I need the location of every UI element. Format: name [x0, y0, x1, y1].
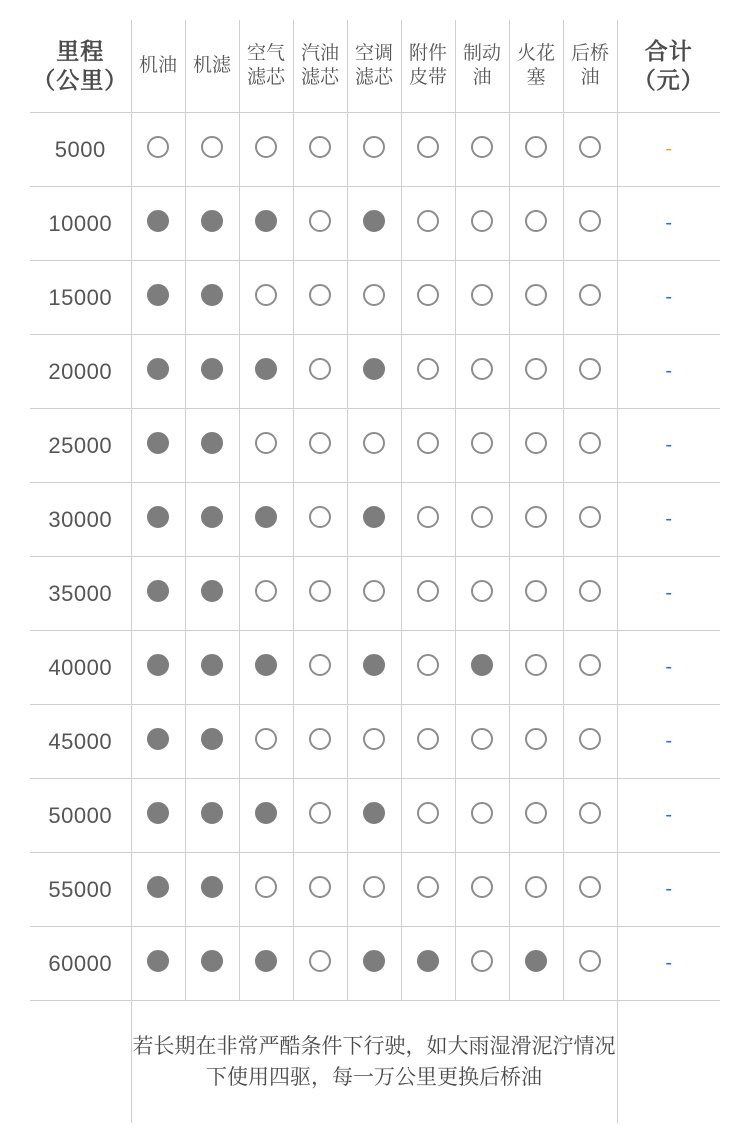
cell-ac_filter: [347, 557, 401, 631]
cell-engine_oil: [131, 927, 185, 1001]
open-circle-icon: [363, 432, 385, 454]
column-header-total: [617, 19, 721, 113]
cell-total: -: [617, 261, 721, 335]
cell-accessory_belt: [401, 853, 455, 927]
cell-fuel_filter: [293, 335, 347, 409]
open-circle-icon: [309, 432, 331, 454]
cell-ac_filter: [347, 409, 401, 483]
filled-circle-icon: [417, 950, 439, 972]
open-circle-icon: [471, 506, 493, 528]
cell-brake_fluid: [455, 927, 509, 1001]
cell-fuel_filter: [293, 187, 347, 261]
table-row: [29, 927, 721, 1001]
cell-brake_fluid: [455, 335, 509, 409]
cell-km: 15000: [29, 261, 131, 335]
open-circle-icon: [309, 506, 331, 528]
cell-oil_filter: [185, 335, 239, 409]
note-text: 若长期在非常严酷条件下行驶，如大雨湿滑泥泞情况下使用四驱，每一万公里更换后桥油: [131, 1001, 617, 1125]
table-row: [29, 705, 721, 779]
column-header-rear-axle-oil-line2: 油: [580, 67, 600, 88]
open-circle-icon: [309, 580, 331, 602]
open-circle-icon: [309, 728, 331, 750]
cell-ac_filter: [347, 261, 401, 335]
note-row-km-cell: [29, 1001, 131, 1125]
table-row: [29, 631, 721, 705]
cell-engine_oil: [131, 261, 185, 335]
filled-circle-icon: [255, 210, 277, 232]
open-circle-icon: [579, 358, 601, 380]
column-header-accessory-belt-line1: 附件: [408, 43, 447, 65]
open-circle-icon: [579, 654, 601, 676]
cell-rear_axle_oil: [563, 335, 617, 409]
cell-air_filter: [239, 261, 293, 335]
cell-air_filter: [239, 705, 293, 779]
open-circle-icon: [309, 876, 331, 898]
open-circle-icon: [417, 728, 439, 750]
cell-spark_plug: [509, 187, 563, 261]
cell-brake_fluid: [455, 409, 509, 483]
filled-circle-icon: [363, 358, 385, 380]
filled-circle-icon: [363, 654, 385, 676]
cell-engine_oil: [131, 335, 185, 409]
cell-spark_plug: [509, 557, 563, 631]
open-circle-icon: [309, 654, 331, 676]
cell-ac_filter: [347, 779, 401, 853]
column-header-km: [29, 19, 131, 113]
cell-fuel_filter: [293, 409, 347, 483]
cell-oil_filter: [185, 409, 239, 483]
table-row: [29, 557, 721, 631]
cell-total: -: [617, 779, 721, 853]
cell-ac_filter: [347, 483, 401, 557]
cell-rear_axle_oil: [563, 483, 617, 557]
open-circle-icon: [255, 876, 277, 898]
cell-accessory_belt: [401, 779, 455, 853]
filled-circle-icon: [147, 876, 169, 898]
cell-spark_plug: [509, 483, 563, 557]
filled-circle-icon: [147, 950, 169, 972]
open-circle-icon: [471, 432, 493, 454]
cell-spark_plug: [509, 261, 563, 335]
cell-km: 55000: [29, 853, 131, 927]
filled-circle-icon: [147, 432, 169, 454]
cell-air_filter: [239, 779, 293, 853]
column-header-engine-oil-line1: 机油: [138, 55, 177, 77]
column-header-total-line1: 合计: [644, 38, 693, 65]
cell-spark_plug: [509, 631, 563, 705]
open-circle-icon: [255, 580, 277, 602]
cell-brake_fluid: [455, 779, 509, 853]
cell-fuel_filter: [293, 113, 347, 187]
filled-circle-icon: [201, 950, 223, 972]
column-header-brake-fluid-line2: 油: [472, 67, 492, 88]
column-header-spark-plug-line1: 火花: [516, 43, 555, 65]
cell-brake_fluid: [455, 483, 509, 557]
open-circle-icon: [471, 950, 493, 972]
column-header-air-filter: [239, 19, 293, 113]
cell-accessory_belt: [401, 261, 455, 335]
filled-circle-icon: [255, 802, 277, 824]
open-circle-icon: [525, 876, 547, 898]
cell-accessory_belt: [401, 705, 455, 779]
cell-km: 60000: [29, 927, 131, 1001]
cell-total: -: [617, 705, 721, 779]
open-circle-icon: [579, 210, 601, 232]
column-header-spark-plug-line2: 塞: [526, 67, 546, 88]
column-header-fuel-filter-line1: 汽油: [300, 43, 339, 65]
cell-accessory_belt: [401, 483, 455, 557]
table-row: [29, 853, 721, 927]
cell-brake_fluid: [455, 705, 509, 779]
open-circle-icon: [417, 654, 439, 676]
cell-total: -: [617, 631, 721, 705]
cell-km: 45000: [29, 705, 131, 779]
column-header-air-filter-line2: 滤芯: [246, 67, 285, 88]
filled-circle-icon: [201, 654, 223, 676]
open-circle-icon: [147, 136, 169, 158]
column-header-accessory-belt: [401, 19, 455, 113]
open-circle-icon: [471, 876, 493, 898]
cell-air_filter: [239, 335, 293, 409]
open-circle-icon: [471, 728, 493, 750]
open-circle-icon: [525, 506, 547, 528]
filled-circle-icon: [147, 580, 169, 602]
open-circle-icon: [579, 950, 601, 972]
open-circle-icon: [525, 136, 547, 158]
cell-brake_fluid: [455, 261, 509, 335]
open-circle-icon: [471, 358, 493, 380]
column-header-rear-axle-oil-line1: 后桥: [570, 43, 609, 65]
cell-km: 10000: [29, 187, 131, 261]
column-header-brake-fluid: [455, 19, 509, 113]
open-circle-icon: [417, 506, 439, 528]
cell-engine_oil: [131, 779, 185, 853]
filled-circle-icon: [201, 876, 223, 898]
cell-rear_axle_oil: [563, 557, 617, 631]
cell-engine_oil: [131, 631, 185, 705]
cell-total: -: [617, 335, 721, 409]
cell-brake_fluid: [455, 853, 509, 927]
table-row: [29, 483, 721, 557]
open-circle-icon: [309, 284, 331, 306]
cell-oil_filter: [185, 927, 239, 1001]
open-circle-icon: [417, 358, 439, 380]
filled-circle-icon: [471, 654, 493, 676]
cell-rear_axle_oil: [563, 187, 617, 261]
open-circle-icon: [309, 802, 331, 824]
filled-circle-icon: [147, 210, 169, 232]
open-circle-icon: [471, 580, 493, 602]
open-circle-icon: [363, 876, 385, 898]
open-circle-icon: [255, 728, 277, 750]
cell-air_filter: [239, 927, 293, 1001]
cell-ac_filter: [347, 631, 401, 705]
filled-circle-icon: [201, 506, 223, 528]
cell-total: -: [617, 409, 721, 483]
table-row: [29, 335, 721, 409]
cell-accessory_belt: [401, 927, 455, 1001]
cell-accessory_belt: [401, 631, 455, 705]
column-header-total-line2: （元）: [632, 67, 705, 93]
open-circle-icon: [309, 358, 331, 380]
cell-km: 50000: [29, 779, 131, 853]
filled-circle-icon: [201, 802, 223, 824]
cell-spark_plug: [509, 779, 563, 853]
cell-fuel_filter: [293, 705, 347, 779]
open-circle-icon: [363, 284, 385, 306]
cell-air_filter: [239, 409, 293, 483]
cell-total: -: [617, 557, 721, 631]
cell-fuel_filter: [293, 483, 347, 557]
cell-accessory_belt: [401, 335, 455, 409]
table-row: [29, 113, 721, 187]
open-circle-icon: [579, 136, 601, 158]
cell-rear_axle_oil: [563, 779, 617, 853]
open-circle-icon: [525, 432, 547, 454]
cell-fuel_filter: [293, 631, 347, 705]
column-header-ac-filter-line2: 滤芯: [354, 67, 393, 88]
cell-spark_plug: [509, 113, 563, 187]
column-header-oil-filter: [185, 19, 239, 113]
column-header-km-line2: （公里）: [32, 67, 129, 93]
cell-ac_filter: [347, 853, 401, 927]
column-header-ac-filter: [347, 19, 401, 113]
column-header-brake-fluid-line1: 制动: [462, 43, 501, 65]
cell-fuel_filter: [293, 261, 347, 335]
cell-total: -: [617, 187, 721, 261]
open-circle-icon: [417, 876, 439, 898]
cell-rear_axle_oil: [563, 631, 617, 705]
cell-brake_fluid: [455, 113, 509, 187]
open-circle-icon: [525, 654, 547, 676]
table-footer: [29, 1001, 721, 1125]
filled-circle-icon: [147, 654, 169, 676]
cell-engine_oil: [131, 409, 185, 483]
filled-circle-icon: [363, 950, 385, 972]
cell-accessory_belt: [401, 557, 455, 631]
open-circle-icon: [309, 950, 331, 972]
table-header: [29, 19, 721, 113]
column-header-engine-oil: [131, 19, 185, 113]
filled-circle-icon: [363, 506, 385, 528]
filled-circle-icon: [363, 210, 385, 232]
cell-spark_plug: [509, 927, 563, 1001]
open-circle-icon: [201, 136, 223, 158]
open-circle-icon: [417, 432, 439, 454]
open-circle-icon: [471, 802, 493, 824]
cell-accessory_belt: [401, 409, 455, 483]
filled-circle-icon: [255, 358, 277, 380]
cell-km: 25000: [29, 409, 131, 483]
open-circle-icon: [525, 284, 547, 306]
open-circle-icon: [525, 728, 547, 750]
table-row: [29, 261, 721, 335]
cell-total: -: [617, 483, 721, 557]
cell-fuel_filter: [293, 853, 347, 927]
cell-ac_filter: [347, 335, 401, 409]
open-circle-icon: [471, 136, 493, 158]
open-circle-icon: [363, 728, 385, 750]
cell-brake_fluid: [455, 631, 509, 705]
cell-ac_filter: [347, 187, 401, 261]
cell-air_filter: [239, 113, 293, 187]
open-circle-icon: [471, 284, 493, 306]
cell-fuel_filter: [293, 557, 347, 631]
open-circle-icon: [417, 136, 439, 158]
table-body: [29, 113, 721, 1001]
open-circle-icon: [525, 802, 547, 824]
cell-oil_filter: [185, 853, 239, 927]
filled-circle-icon: [201, 728, 223, 750]
table-row: [29, 779, 721, 853]
open-circle-icon: [309, 136, 331, 158]
open-circle-icon: [255, 432, 277, 454]
open-circle-icon: [417, 284, 439, 306]
cell-total: -: [617, 927, 721, 1001]
filled-circle-icon: [255, 654, 277, 676]
open-circle-icon: [471, 210, 493, 232]
cell-oil_filter: [185, 705, 239, 779]
cell-km: 20000: [29, 335, 131, 409]
cell-total: -: [617, 853, 721, 927]
open-circle-icon: [417, 580, 439, 602]
note-row-total-cell: [617, 1001, 721, 1125]
cell-rear_axle_oil: [563, 705, 617, 779]
cell-air_filter: [239, 483, 293, 557]
table-row: [29, 187, 721, 261]
cell-engine_oil: [131, 187, 185, 261]
cell-oil_filter: [185, 187, 239, 261]
open-circle-icon: [579, 580, 601, 602]
open-circle-icon: [417, 802, 439, 824]
open-circle-icon: [255, 136, 277, 158]
filled-circle-icon: [147, 728, 169, 750]
open-circle-icon: [579, 728, 601, 750]
filled-circle-icon: [147, 284, 169, 306]
filled-circle-icon: [201, 432, 223, 454]
cell-oil_filter: [185, 557, 239, 631]
filled-circle-icon: [147, 506, 169, 528]
cell-air_filter: [239, 187, 293, 261]
cell-ac_filter: [347, 705, 401, 779]
filled-circle-icon: [255, 506, 277, 528]
filled-circle-icon: [201, 580, 223, 602]
header-row: [29, 19, 721, 113]
column-header-fuel-filter: [293, 19, 347, 113]
filled-circle-icon: [255, 950, 277, 972]
cell-spark_plug: [509, 335, 563, 409]
cell-engine_oil: [131, 113, 185, 187]
column-header-accessory-belt-line2: 皮带: [408, 67, 447, 88]
column-header-oil-filter-line1: 机滤: [192, 55, 231, 77]
column-header-fuel-filter-line2: 滤芯: [300, 67, 339, 88]
open-circle-icon: [417, 210, 439, 232]
cell-engine_oil: [131, 853, 185, 927]
cell-spark_plug: [509, 853, 563, 927]
filled-circle-icon: [201, 284, 223, 306]
open-circle-icon: [525, 210, 547, 232]
filled-circle-icon: [201, 358, 223, 380]
filled-circle-icon: [201, 210, 223, 232]
column-header-spark-plug: [509, 19, 563, 113]
cell-air_filter: [239, 853, 293, 927]
open-circle-icon: [579, 802, 601, 824]
cell-km: 40000: [29, 631, 131, 705]
cell-spark_plug: [509, 705, 563, 779]
cell-brake_fluid: [455, 557, 509, 631]
open-circle-icon: [579, 506, 601, 528]
cell-fuel_filter: [293, 779, 347, 853]
cell-spark_plug: [509, 409, 563, 483]
filled-circle-icon: [147, 358, 169, 380]
cell-km: 5000: [29, 113, 131, 187]
cell-rear_axle_oil: [563, 113, 617, 187]
open-circle-icon: [579, 432, 601, 454]
cell-oil_filter: [185, 631, 239, 705]
column-header-rear-axle-oil: [563, 19, 617, 113]
cell-engine_oil: [131, 483, 185, 557]
open-circle-icon: [525, 358, 547, 380]
cell-air_filter: [239, 557, 293, 631]
note-row: [29, 1001, 721, 1125]
open-circle-icon: [579, 284, 601, 306]
cell-rear_axle_oil: [563, 261, 617, 335]
cell-ac_filter: [347, 113, 401, 187]
cell-oil_filter: [185, 779, 239, 853]
open-circle-icon: [579, 876, 601, 898]
filled-circle-icon: [363, 802, 385, 824]
cell-km: 30000: [29, 483, 131, 557]
cell-accessory_belt: [401, 113, 455, 187]
maintenance-table: [28, 18, 722, 1125]
open-circle-icon: [363, 136, 385, 158]
cell-oil_filter: [185, 113, 239, 187]
cell-engine_oil: [131, 705, 185, 779]
cell-engine_oil: [131, 557, 185, 631]
open-circle-icon: [363, 580, 385, 602]
cell-brake_fluid: [455, 187, 509, 261]
cell-rear_axle_oil: [563, 409, 617, 483]
cell-oil_filter: [185, 261, 239, 335]
cell-fuel_filter: [293, 927, 347, 1001]
filled-circle-icon: [525, 950, 547, 972]
cell-air_filter: [239, 631, 293, 705]
open-circle-icon: [255, 284, 277, 306]
open-circle-icon: [525, 580, 547, 602]
table-row: [29, 409, 721, 483]
column-header-km-line1: 里程: [56, 38, 105, 65]
cell-ac_filter: [347, 927, 401, 1001]
cell-rear_axle_oil: [563, 853, 617, 927]
filled-circle-icon: [147, 802, 169, 824]
cell-rear_axle_oil: [563, 927, 617, 1001]
cell-total: -: [617, 113, 721, 187]
cell-accessory_belt: [401, 187, 455, 261]
cell-km: 35000: [29, 557, 131, 631]
column-header-air-filter-line1: 空气: [246, 43, 285, 65]
cell-oil_filter: [185, 483, 239, 557]
open-circle-icon: [309, 210, 331, 232]
column-header-ac-filter-line1: 空调: [354, 43, 393, 65]
